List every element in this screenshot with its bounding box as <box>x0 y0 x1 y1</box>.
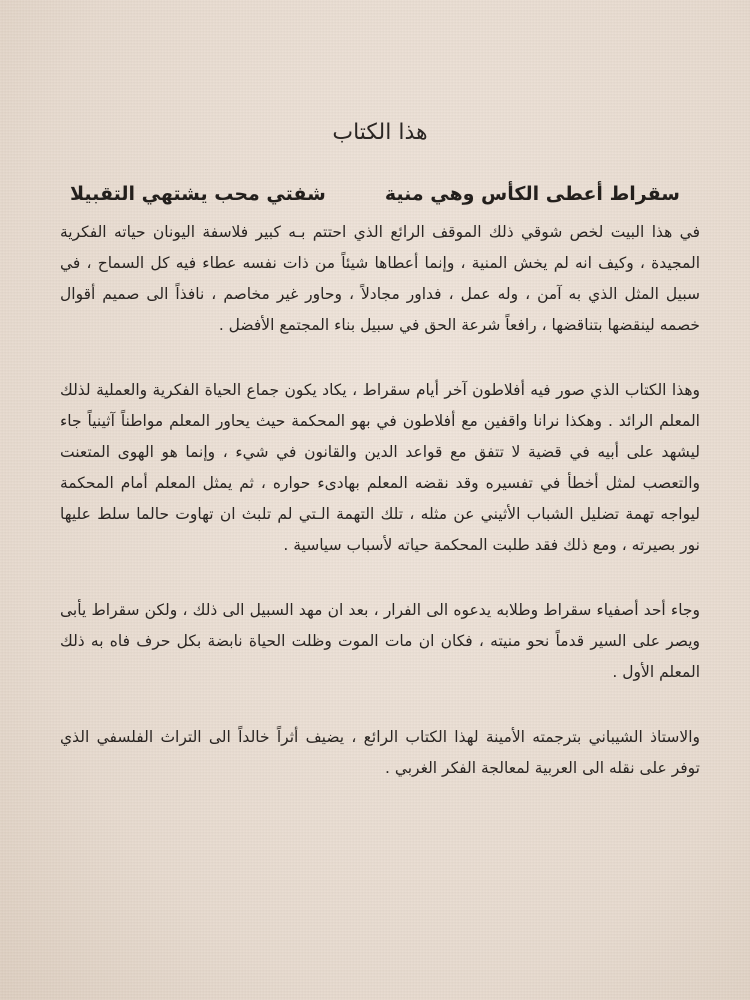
verse-second-hemistich: شفتي محب يشتهي التقبيلا <box>70 183 326 205</box>
paragraph-4: والاستاذ الشيباني بترجمته الأمينة لهذا الكتاب الرائع ، يضيف أثراً خالداً الى التراث الفلسفي الذي توفر على نقله الى العربية لمعالجة الفكر الغربي . <box>60 728 700 777</box>
book-page <box>60 120 700 818</box>
page-title: هذا الكتاب <box>332 120 428 145</box>
paragraph-1: في هذا البيت لخص شوقي ذلك الموقف الرائع الذي احتتم بـه كبير فلاسفة اليونان حياته الفكرية المجيدة ، وكيف انه لم يخش المنية ، وإنما أعطاها شيئاً من ذات نفسه عطاء فيه كل السماح ، في سبيل المثل الذي به آمن ، وله عمل ، فداور مجادلاً ، وحاور غير مخاصم ، نافذاً الى صميم أقوال خصمه لينقضها بتناقضها ، رافعاً شرعة الحق في سبيل بناء المجتمع الأفضل . <box>60 223 700 334</box>
verse-first-hemistich: سقراط أعطى الكأس وهي منية <box>384 183 680 205</box>
paragraph-3: وجاء أحد أصفياء سقراط وطلابه يدعوه الى الفرار ، بعد ان مهد السبيل الى ذلك ، ولكن سقراط يأبى ويصر على السير قدماً نحو منيته ، فكان ان مات الموت وظلت الحياة نابضة بكل حرف فاه به ذلك المعلم الأول . <box>60 601 700 681</box>
paragraph-2: وهذا الكتاب الذي صور فيه أفلاطون آخر أيام سقراط ، يكاد يكون جماع الحياة الفكرية والعملية لذلك المعلم الرائد . وهكذا نرانا واقفين مع أفلاطون في بهو المحكمة حيث يحاور المعلم مواطناً آثينياً جاء ليشهد على أبيه في قضية لا تتفق مع قواعد الدين والقانون في شيء ، وإنما هو الهوى المتعنت والتعصب لمثل أخطأ في تفسيره وقد نقضه المعلم بهادىء حواره ، ثم يمثل المعلم أمام المحكمة ليواجه تهمة تضليل الشباب الأثيني عن مثله ، تلك التهمة الـتي لم تلبث ان تهاوت حالما سلط عليها نور بصيرته ، ومع ذلك فقد طلبت المحكمة حياته لأسباب سياسية . <box>60 381 700 554</box>
poem-verse <box>60 183 700 205</box>
